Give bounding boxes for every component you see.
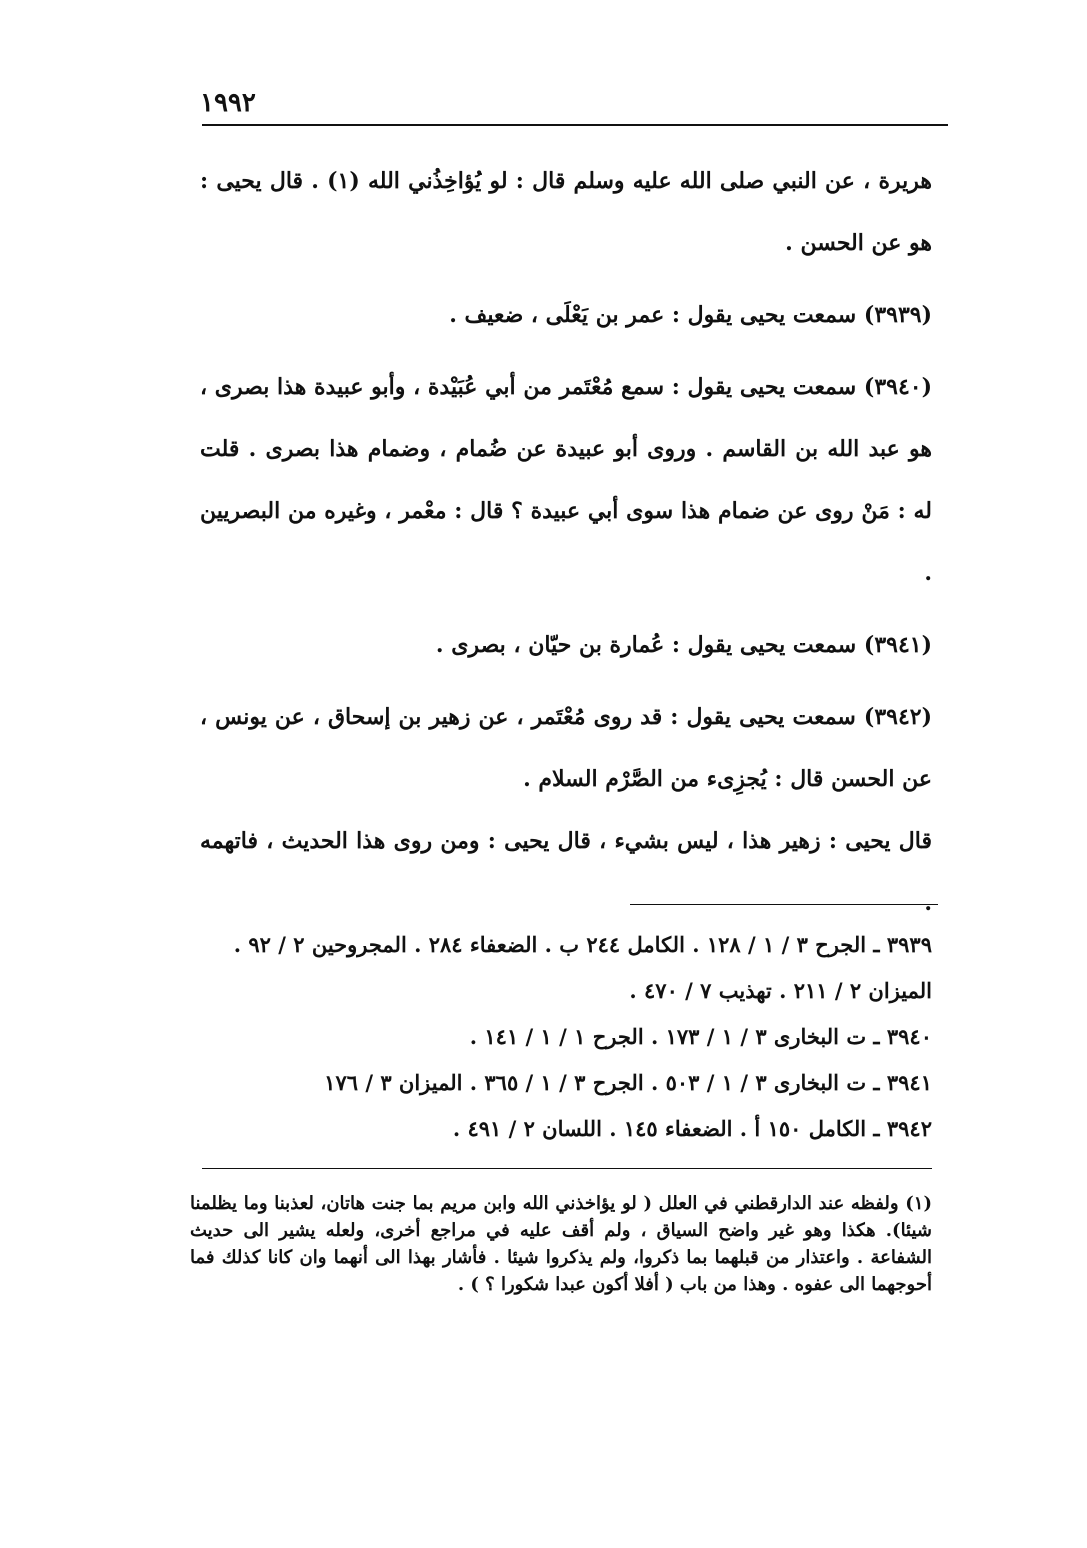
- footnote-text: (١) ولفظه عند الدارقطني في العلل ( لو يؤاخذني الله وابن مريم بما جنت هاتان، لعذبنا وما يظلمنا شيئا). هكذا وهو غير واضح السياق ، ولم أقف عليه في مراجع أخرى، ولعله يشير الى حديث الشفاعة . واعتذار من قبلهما بما ذكروا، ولم يذكروا شيئا . فأشار بهذا الى أنهما وان كانا كذلك فما أحوجهما الى عفوه . وهذا من باب ( أفلا أكون عبدا شكورا ؟ ) .: [190, 1193, 932, 1295]
- reference-3939: ٣٩٣٩ ـ الجرح ٣ / ١ / ١٢٨ . الكامل ٢٤٤ ب . الضعفاء ٢٨٤ . المجروحين ٢ / ٩٢ . الميزان ٢ / ٢١١ . تهذيب ٧ / ٤٧٠ .: [233, 932, 932, 1003]
- entry-3939: (٣٩٣٩) سمعت يحيى يقول : عمر بن يَعْلَى ، ضعيف .: [449, 302, 932, 328]
- reference-3941: ٣٩٤١ ـ ت البخارى ٣ / ١ / ٥٠٣ . الجرح ٣ / ١ / ٣٦٥ . الميزان ٣ / ١٧٦: [324, 1070, 932, 1095]
- references-rule: [630, 904, 938, 905]
- entry-3942-comment: قال يحيى : زهير هذا ، ليس بشيء ، قال يحيى : ومن روى هذا الحديث ، فاتهمه .: [200, 828, 932, 916]
- footnote-rule: [202, 1168, 932, 1169]
- entry-3940: (٣٩٤٠) سمعت يحيى يقول : سمع مُعْتَمر من أبي عُبَيْدة ، وأبو عبيدة هذا بصرى ، هو عبد الله بن القاسم . وروى أبو عبيدة عن ضُمام ، وضمام هذا بصرى . قلت له : مَنْ روى عن ضمام هذا سوى أبي عبيدة ؟ قال : معْمر ، وغيره من البصريين .: [200, 374, 932, 586]
- page-number: ١٩٩٢: [200, 88, 256, 118]
- entry-3941: (٣٩٤١) سمعت يحيى يقول : عُمارة بن حيّان ، بصرى .: [435, 632, 932, 658]
- references-list: [200, 922, 932, 1152]
- header-rule: [202, 124, 948, 126]
- paragraph-continuation: هريرة ، عن النبي صلى الله عليه وسلم قال : لو يُؤاخِذُني الله (١) . قال يحيى : هو عن الحسن .: [200, 168, 932, 256]
- footnote: [190, 1190, 932, 1298]
- reference-3940: ٣٩٤٠ ـ ت البخارى ٣ / ١ / ١٧٣ . الجرح ١ / ١ / ١٤١ .: [469, 1024, 932, 1049]
- main-text: [200, 150, 932, 944]
- entry-3942: (٣٩٤٢) سمعت يحيى يقول : قد روى مُعْتَمر ، عن زهير بن إسحاق ، عن يونس ، عن الحسن قال : يُجزِىء من الصَّرْم السلام .: [200, 704, 932, 792]
- reference-3942: ٣٩٤٢ ـ الكامل ١٥٠ أ . الضعفاء ١٤٥ . اللسان ٢ / ٤٩١ .: [452, 1116, 932, 1141]
